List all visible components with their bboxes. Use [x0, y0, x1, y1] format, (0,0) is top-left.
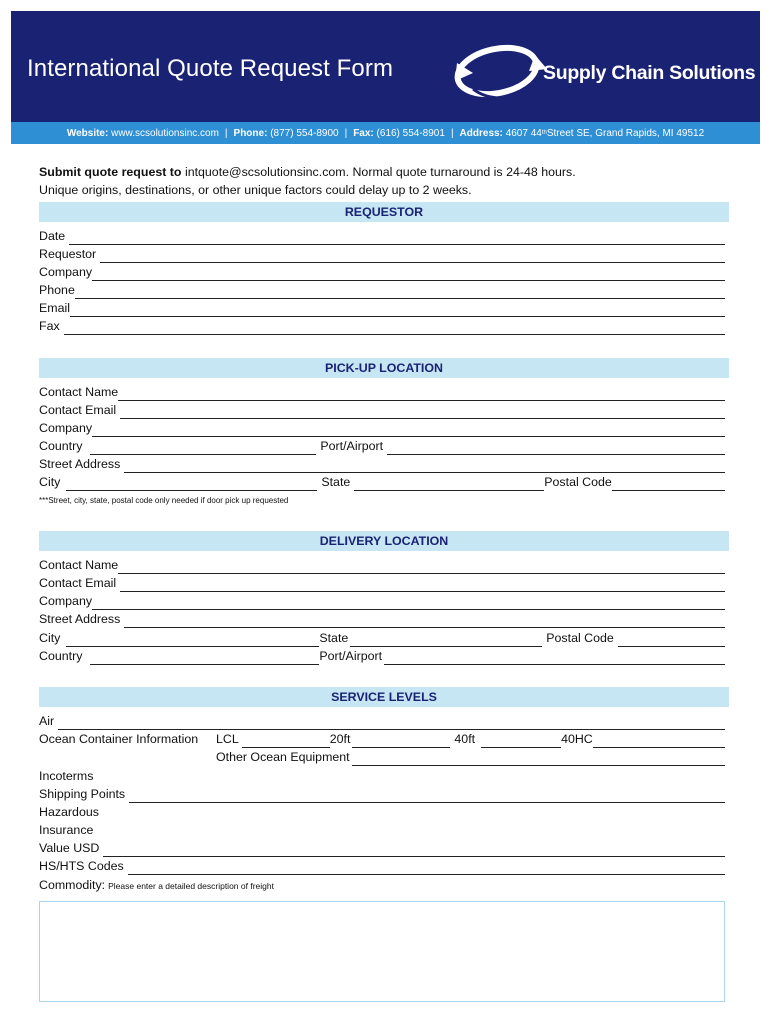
- phone-label: Phone: [39, 283, 75, 297]
- phone-label: Phone:: [233, 127, 268, 139]
- date-label: Date: [39, 229, 66, 243]
- phone-number: (877) 554-8900: [270, 127, 339, 139]
- contact-bar: [11, 122, 760, 144]
- requestor-field[interactable]: [39, 245, 725, 263]
- hs-codes-field[interactable]: [39, 857, 725, 875]
- fax-field[interactable]: [39, 317, 725, 335]
- intro-rest: intquote@scsolutionsinc.com. Normal quote turnaround is 24-48 hours.: [181, 165, 576, 179]
- incoterms-field[interactable]: [39, 767, 725, 785]
- delivery-country-port-field[interactable]: [39, 647, 725, 665]
- commodity-note: Please enter a detailed description of freight: [108, 881, 274, 891]
- shipping-points-label: Shipping Points: [39, 787, 126, 801]
- postal-code-label: Postal Code: [544, 475, 612, 489]
- pickup-contact-name-field[interactable]: [39, 383, 725, 401]
- street-address-label: Street Address: [39, 612, 121, 626]
- other-ocean-equipment-field[interactable]: [216, 748, 725, 766]
- insurance-label: Insurance: [39, 823, 94, 837]
- contact-name-label: Contact Name: [39, 385, 119, 399]
- pickup-country-port-field[interactable]: [39, 437, 725, 455]
- shipping-points-field[interactable]: [39, 785, 725, 803]
- company-label: Company: [39, 594, 93, 608]
- intro-bold: Submit quote request to: [39, 165, 182, 179]
- contact-email-label: Contact Email: [39, 403, 117, 417]
- header-banner: [11, 11, 760, 122]
- address-street: Street SE, Grand Rapids, MI 49512: [546, 127, 705, 139]
- email-label: Email: [39, 301, 70, 315]
- port-airport-label: Port/Airport: [320, 439, 384, 453]
- contact-name-label: Contact Name: [39, 558, 119, 572]
- value-usd-label: Value USD: [39, 841, 100, 855]
- ocean-container-label: Ocean Container Information: [39, 732, 199, 746]
- website-label: Website:: [66, 127, 109, 139]
- hazardous-field[interactable]: [39, 803, 725, 821]
- form-title: International Quote Request Form: [27, 55, 394, 82]
- country-label: Country: [39, 649, 83, 663]
- contact-email-label: Contact Email: [39, 576, 117, 590]
- air-label: Air: [39, 714, 55, 728]
- other-ocean-equipment-label: Other Ocean Equipment: [216, 750, 350, 764]
- pickup-company-field[interactable]: [39, 419, 725, 437]
- country-label: Country: [39, 439, 83, 453]
- state-label: State: [321, 475, 351, 489]
- address-number: 4607 44: [505, 127, 542, 139]
- insurance-field[interactable]: [39, 821, 725, 839]
- separator: |: [224, 127, 228, 139]
- 40ft-label: 40ft: [454, 732, 476, 746]
- pickup-heading: PICK-UP LOCATION: [39, 358, 729, 378]
- fax-number: (616) 554-8901: [376, 127, 445, 139]
- intro-text: [39, 163, 576, 199]
- pickup-street-address-field[interactable]: [39, 455, 725, 473]
- port-airport-label: Port/Airport: [319, 649, 383, 663]
- 20ft-label: 20ft: [329, 732, 351, 746]
- email-field[interactable]: [39, 299, 725, 317]
- delivery-contact-name-field[interactable]: [39, 556, 725, 574]
- delivery-company-field[interactable]: [39, 592, 725, 610]
- date-field[interactable]: [39, 227, 725, 245]
- city-label: City: [39, 475, 61, 489]
- street-address-label: Street Address: [39, 457, 121, 471]
- city-label: City: [39, 631, 61, 645]
- state-label: State: [319, 631, 349, 645]
- ocean-container-field[interactable]: [39, 730, 725, 748]
- requestor-label: Requestor: [39, 247, 97, 261]
- commodity-row: [39, 876, 725, 894]
- pickup-contact-email-field[interactable]: [39, 401, 725, 419]
- hs-codes-label: HS/HTS Codes: [39, 859, 124, 873]
- value-usd-field[interactable]: [39, 839, 725, 857]
- pickup-note: ***Street, city, state, postal code only needed if door pick up requested: [39, 496, 289, 505]
- air-field[interactable]: [39, 712, 725, 730]
- address-ordinal: th: [541, 130, 547, 136]
- company-label: Company: [39, 421, 93, 435]
- website-link[interactable]: www.scsolutionsinc.com: [111, 127, 219, 139]
- delivery-street-address-field[interactable]: [39, 610, 725, 628]
- service-heading: SERVICE LEVELS: [39, 687, 729, 707]
- 40hc-label: 40HC: [561, 732, 593, 746]
- intro-line2: Unique origins, destinations, or other unique factors could delay up to 2 weeks.: [39, 183, 472, 197]
- delivery-contact-email-field[interactable]: [39, 574, 725, 592]
- postal-code-label: Postal Code: [546, 631, 614, 645]
- hazardous-label: Hazardous: [39, 805, 99, 819]
- fax-label: Fax:: [353, 127, 374, 139]
- delivery-heading: DELIVERY LOCATION: [39, 531, 729, 551]
- pickup-city-state-postal-field[interactable]: [39, 473, 725, 491]
- delivery-city-state-postal-field[interactable]: [39, 629, 725, 647]
- commodity-description-textarea[interactable]: [39, 901, 725, 1002]
- company-field[interactable]: [39, 263, 725, 281]
- commodity-label: Commodity:: [39, 878, 106, 892]
- requestor-heading: REQUESTOR: [39, 202, 729, 222]
- address-label: Address:: [459, 127, 503, 139]
- separator: |: [344, 127, 348, 139]
- lcl-label: LCL: [216, 732, 239, 746]
- incoterms-label: Incoterms: [39, 769, 94, 783]
- phone-field[interactable]: [39, 281, 725, 299]
- company-label: Company: [39, 265, 93, 279]
- fax-label: Fax: [39, 319, 60, 333]
- company-name: Supply Chain Solutions: [543, 62, 756, 84]
- separator: |: [450, 127, 454, 139]
